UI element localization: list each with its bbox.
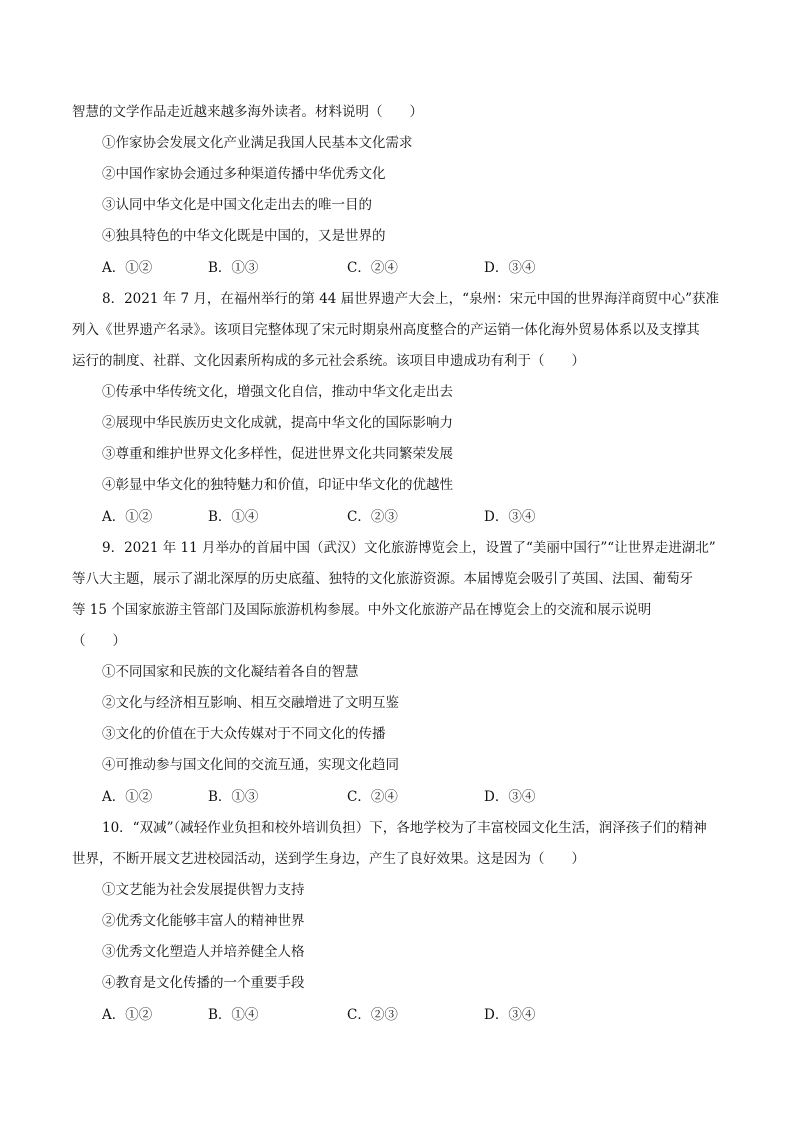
question-7-choice-c[interactable]: C．②④	[347, 260, 398, 276]
question-8-choice-a[interactable]: A．①②	[102, 509, 153, 525]
question-10-choice-d[interactable]: D．③④	[484, 1007, 536, 1023]
question-7-choice-b[interactable]: B．①③	[208, 260, 259, 276]
question-10-stem-line-2: 世界，不断开展文艺进校园活动，送到学生身边，产生了良好效果。这是因为（ ）	[72, 851, 585, 867]
question-7-stem-tail: 智慧的文学作品走近越来越多海外读者。材料说明（ ）	[72, 104, 423, 120]
question-8-option-2: ②展现中华民族历史文化成就，提高中华文化的国际影响力	[102, 415, 453, 431]
question-7-choices	[102, 258, 702, 278]
question-7-choice-a[interactable]: A．①②	[102, 260, 153, 276]
question-9-option-1: ①不同国家和民族的文化凝结着各自的智慧	[102, 664, 359, 680]
question-8-stem-line-2: 列入《世界遗产名录》。该项目完整体现了宋元时期泉州高度整合的产运销一体化海外贸易体系以及支撑其	[72, 322, 700, 338]
question-10-choice-a[interactable]: A．①②	[102, 1007, 153, 1023]
question-8-option-4: ④彰显中华文化的独特魅力和价值，印证中华文化的优越性	[102, 477, 453, 493]
question-7-option-2: ②中国作家协会通过多种渠道传播中华优秀文化	[102, 166, 386, 182]
question-8-choice-c[interactable]: C．②③	[347, 509, 398, 525]
question-9-choice-a[interactable]: A．①②	[102, 789, 153, 805]
question-9-stem-line-1: 9．2021 年 11 月举办的首届中国（武汉）文化旅游博览会上，设置了“美丽中国行”“让世界走进湖北”	[102, 540, 716, 556]
question-10-choice-c[interactable]: C．②③	[347, 1007, 398, 1023]
question-8-stem-line-1: 8．2021 年 7 月，在福州举行的第 44 届世界遗产大会上，“泉州：宋元中国的世界海洋商贸中心”获准	[102, 291, 719, 307]
question-7-choice-d[interactable]: D．③④	[484, 260, 536, 276]
question-9-stem-line-4: （ ）	[72, 633, 126, 649]
question-10-choices	[102, 1005, 702, 1025]
question-10-stem-line-1: 10．“双减”（减轻作业负担和校外培训负担）下，各地学校为了丰富校园文化生活，润泽孩子们的精神	[102, 820, 707, 836]
question-10-option-4: ④教育是文化传播的一个重要手段	[102, 975, 305, 991]
question-9-stem-line-2: 等八大主题，展示了湖北深厚的历史底蕴、独特的文化旅游资源。本届博览会吸引了英国、法国、葡萄牙	[72, 571, 693, 587]
question-8-stem-line-3: 运行的制度、社群、文化因素所构成的多元社会系统。该项目申遗成功有利于（ ）	[72, 353, 585, 369]
question-8-choice-d[interactable]: D．③④	[484, 509, 536, 525]
question-9-option-4: ④可推动参与国文化间的交流互通，实现文化趋同	[102, 757, 399, 773]
question-9-option-3: ③文化的价值在于大众传媒对于不同文化的传播	[102, 726, 386, 742]
question-9-choice-b[interactable]: B．①③	[208, 789, 259, 805]
question-9-option-2: ②文化与经济相互影响、相互交融增进了文明互鉴	[102, 695, 399, 711]
question-10-choice-b[interactable]: B．①④	[208, 1007, 259, 1023]
question-7-option-4: ④独具特色的中华文化既是中国的，又是世界的	[102, 228, 386, 244]
question-8-choices	[102, 507, 702, 527]
question-10-option-3: ③优秀文化塑造人并培养健全人格	[102, 944, 305, 960]
question-9-choice-d[interactable]: D．③④	[484, 789, 536, 805]
question-10-option-2: ②优秀文化能够丰富人的精神世界	[102, 913, 305, 929]
question-8-option-3: ③尊重和维护世界文化多样性，促进世界文化共同繁荣发展	[102, 446, 453, 462]
question-7-option-3: ③认同中华文化是中国文化走出去的唯一目的	[102, 197, 372, 213]
question-10-option-1: ①文艺能为社会发展提供智力支持	[102, 882, 305, 898]
question-9-stem-line-3: 等 15 个国家旅游主管部门及国际旅游机构参展。中外文化旅游产品在博览会上的交流和展示说明	[72, 602, 652, 618]
question-8-option-1: ①传承中华传统文化，增强文化自信，推动中华文化走出去	[102, 384, 453, 400]
question-7-option-1: ①作家协会发展文化产业满足我国人民基本文化需求	[102, 135, 413, 151]
question-9-choices	[102, 787, 702, 807]
question-8-choice-b[interactable]: B．①④	[208, 509, 259, 525]
question-9-choice-c[interactable]: C．②④	[347, 789, 398, 805]
